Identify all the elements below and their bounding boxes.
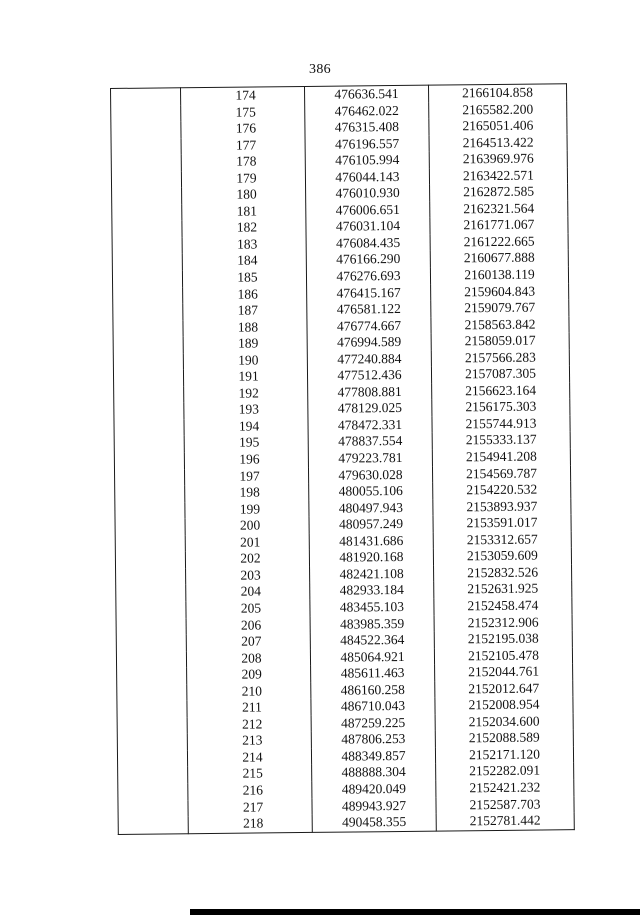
y-coordinate-cell: 2152044.761 [435, 663, 573, 681]
point-number-cell: 180 [182, 186, 306, 204]
point-number-cell: 197 [184, 468, 308, 486]
point-number-cell: 207 [186, 633, 310, 651]
x-coordinate-cell: 478837.554 [308, 433, 432, 451]
coordinates-table [110, 83, 575, 834]
point-number-cell: 182 [182, 219, 306, 237]
point-number-cell: 181 [182, 203, 306, 221]
y-coordinate-cell: 2152312.906 [434, 614, 572, 632]
blank-cell [116, 585, 186, 602]
point-number-cell: 183 [182, 236, 306, 254]
y-coordinate-cell: 2157087.305 [431, 366, 569, 384]
point-number-cell: 201 [185, 534, 309, 552]
y-coordinate-cell: 2164513.422 [429, 134, 567, 152]
point-number-cell: 191 [183, 368, 307, 386]
x-coordinate-cell: 478129.025 [308, 400, 432, 418]
point-number-cell: 188 [183, 319, 307, 337]
point-number-cell: 200 [185, 517, 309, 535]
point-number-cell: 204 [186, 583, 310, 601]
blank-cell [113, 303, 183, 320]
blank-cell [112, 254, 182, 271]
x-coordinate-cell: 488349.857 [311, 748, 435, 766]
y-coordinate-cell: 2152195.038 [434, 630, 572, 648]
y-coordinate-cell: 2160677.888 [430, 250, 568, 268]
y-coordinate-cell: 2152587.703 [436, 796, 574, 814]
y-coordinate-cell: 2163969.976 [429, 150, 567, 168]
blank-cell [118, 767, 188, 784]
point-number-cell: 206 [186, 616, 310, 634]
x-coordinate-cell: 476636.541 [304, 85, 428, 103]
blank-cell [117, 684, 187, 701]
y-coordinate-cell: 2152282.091 [436, 763, 574, 781]
blank-cell [116, 618, 186, 635]
blank-cell [114, 386, 184, 403]
point-number-cell: 210 [187, 683, 311, 701]
point-number-cell: 217 [188, 798, 312, 816]
blank-cell [115, 502, 185, 519]
point-number-cell: 198 [185, 484, 309, 502]
point-number-cell: 175 [181, 104, 305, 122]
table-row [118, 812, 574, 834]
x-coordinate-cell: 480497.943 [309, 499, 433, 517]
point-number-cell: 209 [187, 666, 311, 684]
y-coordinate-cell: 2153059.609 [433, 548, 571, 566]
y-coordinate-cell: 2152781.442 [436, 812, 574, 830]
point-number-cell: 189 [183, 335, 307, 353]
x-coordinate-cell: 476581.122 [307, 301, 431, 319]
y-coordinate-cell: 2154941.208 [432, 448, 570, 466]
blank-cell [114, 403, 184, 420]
point-number-cell: 190 [183, 352, 307, 370]
blank-cell [113, 320, 183, 337]
blank-cell [111, 138, 181, 155]
y-coordinate-cell: 2161771.067 [430, 217, 568, 235]
x-coordinate-cell: 483985.359 [310, 615, 434, 633]
blank-cell [113, 287, 183, 304]
point-number-cell: 202 [185, 550, 309, 568]
y-coordinate-cell: 2152088.589 [435, 730, 573, 748]
x-coordinate-cell: 489420.049 [312, 781, 436, 799]
y-coordinate-cell: 2152105.478 [434, 647, 572, 665]
point-number-cell: 178 [181, 153, 305, 171]
blank-cell [111, 105, 181, 122]
blank-cell [118, 783, 188, 800]
point-number-cell: 205 [186, 600, 310, 618]
point-number-cell: 199 [185, 501, 309, 519]
blank-cell [111, 88, 181, 106]
x-coordinate-cell: 486160.258 [311, 681, 435, 699]
blank-cell [116, 568, 186, 585]
y-coordinate-cell: 2154569.787 [432, 465, 570, 483]
x-coordinate-cell: 476084.435 [306, 235, 430, 253]
x-coordinate-cell: 477240.884 [307, 350, 431, 368]
y-coordinate-cell: 2156175.303 [432, 399, 570, 417]
point-number-cell: 192 [184, 385, 308, 403]
x-coordinate-cell: 476774.667 [307, 317, 431, 335]
blank-cell [112, 221, 182, 238]
x-coordinate-cell: 476462.022 [305, 102, 429, 120]
y-coordinate-cell: 2160138.119 [430, 266, 568, 284]
point-number-cell: 216 [188, 782, 312, 800]
blank-cell [117, 700, 187, 717]
x-coordinate-cell: 476044.143 [305, 168, 429, 186]
y-coordinate-cell: 2153312.657 [433, 531, 571, 549]
blank-cell [112, 188, 182, 205]
x-coordinate-cell: 476166.290 [306, 251, 430, 269]
x-coordinate-cell: 476105.994 [305, 152, 429, 170]
x-coordinate-cell: 476196.557 [305, 135, 429, 153]
x-coordinate-cell: 480957.249 [309, 516, 433, 534]
point-number-cell: 195 [184, 434, 308, 452]
y-coordinate-cell: 2152421.232 [436, 779, 574, 797]
y-coordinate-cell: 2165582.200 [429, 101, 567, 119]
x-coordinate-cell: 482421.108 [310, 565, 434, 583]
point-number-cell: 176 [181, 120, 305, 138]
blank-cell [112, 270, 182, 287]
y-coordinate-cell: 2157566.283 [431, 349, 569, 367]
y-coordinate-cell: 2153893.937 [433, 498, 571, 516]
y-coordinate-cell: 2166104.858 [428, 84, 566, 102]
point-number-cell: 174 [181, 86, 305, 104]
blank-cell [111, 121, 181, 138]
x-coordinate-cell: 484522.364 [310, 632, 434, 650]
x-coordinate-cell: 490458.355 [312, 814, 436, 832]
y-coordinate-cell: 2152832.526 [434, 564, 572, 582]
x-coordinate-cell: 476315.408 [305, 119, 429, 137]
blank-cell [117, 717, 187, 734]
point-number-cell: 194 [184, 418, 308, 436]
blank-cell [115, 535, 185, 552]
blank-cell [115, 485, 185, 502]
y-coordinate-cell: 2155744.913 [432, 415, 570, 433]
point-number-cell: 215 [188, 765, 312, 783]
x-coordinate-cell: 481431.686 [309, 532, 433, 550]
x-coordinate-cell: 485064.921 [310, 648, 434, 666]
point-number-cell: 208 [186, 650, 310, 668]
x-coordinate-cell: 476010.930 [306, 185, 430, 203]
point-number-cell: 186 [183, 286, 307, 304]
x-coordinate-cell: 477512.436 [307, 367, 431, 385]
y-coordinate-cell: 2162321.564 [430, 200, 568, 218]
point-number-cell: 213 [187, 732, 311, 750]
y-coordinate-cell: 2152171.120 [435, 746, 573, 764]
y-coordinate-cell: 2156623.164 [432, 382, 570, 400]
blank-cell [116, 651, 186, 668]
blank-cell [112, 204, 182, 221]
blank-cell [116, 634, 186, 651]
x-coordinate-cell: 483455.103 [310, 599, 434, 617]
blank-cell [115, 518, 185, 535]
blank-cell [118, 800, 188, 817]
x-coordinate-cell: 488888.304 [312, 764, 436, 782]
y-coordinate-cell: 2158059.017 [431, 332, 569, 350]
x-coordinate-cell: 485611.463 [311, 665, 435, 683]
y-coordinate-cell: 2152012.647 [435, 680, 573, 698]
y-coordinate-cell: 2152631.925 [434, 581, 572, 599]
x-coordinate-cell: 481920.168 [309, 549, 433, 567]
x-coordinate-cell: 487806.253 [311, 731, 435, 749]
point-number-cell: 211 [187, 699, 311, 717]
y-coordinate-cell: 2152034.600 [435, 713, 573, 731]
x-coordinate-cell: 482933.184 [310, 582, 434, 600]
point-number-cell: 179 [181, 170, 305, 188]
scan-edge-shadow [190, 909, 640, 915]
coordinates-table-body [111, 84, 575, 834]
x-coordinate-cell: 477808.881 [308, 383, 432, 401]
point-number-cell: 196 [184, 451, 308, 469]
blank-cell [114, 452, 184, 469]
x-coordinate-cell: 479223.781 [308, 450, 432, 468]
y-coordinate-cell: 2155333.137 [432, 432, 570, 450]
x-coordinate-cell: 476415.167 [307, 284, 431, 302]
blank-cell [111, 154, 181, 171]
y-coordinate-cell: 2152458.474 [434, 597, 572, 615]
blank-cell [117, 750, 187, 767]
x-coordinate-cell: 476994.589 [307, 334, 431, 352]
page-number: 386 [309, 62, 331, 77]
point-number-cell: 193 [184, 401, 308, 419]
blank-cell [114, 436, 184, 453]
blank-cell [113, 353, 183, 370]
point-number-cell: 185 [182, 269, 306, 287]
point-number-cell: 203 [186, 567, 310, 585]
y-coordinate-cell: 2158563.842 [431, 316, 569, 334]
x-coordinate-cell: 476006.651 [306, 201, 430, 219]
blank-cell [113, 370, 183, 387]
y-coordinate-cell: 2152008.954 [435, 696, 573, 714]
y-coordinate-cell: 2165051.406 [429, 117, 567, 135]
y-coordinate-cell: 2159604.843 [431, 283, 569, 301]
x-coordinate-cell: 489943.927 [312, 797, 436, 815]
y-coordinate-cell: 2163422.571 [429, 167, 567, 185]
x-coordinate-cell: 479630.028 [308, 466, 432, 484]
x-coordinate-cell: 478472.331 [308, 417, 432, 435]
x-coordinate-cell: 480055.106 [309, 483, 433, 501]
blank-cell [117, 667, 187, 684]
point-number-cell: 218 [188, 815, 312, 833]
blank-cell [112, 237, 182, 254]
blank-cell [114, 419, 184, 436]
blank-cell [111, 171, 181, 188]
point-number-cell: 212 [187, 716, 311, 734]
x-coordinate-cell: 476276.693 [306, 268, 430, 286]
point-number-cell: 177 [181, 137, 305, 155]
point-number-cell: 184 [182, 252, 306, 270]
x-coordinate-cell: 486710.043 [311, 698, 435, 716]
blank-cell [116, 601, 186, 618]
blank-cell [117, 734, 187, 751]
blank-cell [115, 552, 185, 569]
x-coordinate-cell: 476031.104 [306, 218, 430, 236]
y-coordinate-cell: 2153591.017 [433, 514, 571, 532]
y-coordinate-cell: 2154220.532 [433, 481, 571, 499]
blank-cell [114, 469, 184, 486]
y-coordinate-cell: 2161222.665 [430, 233, 568, 251]
point-number-cell: 187 [183, 302, 307, 320]
y-coordinate-cell: 2159079.767 [431, 299, 569, 317]
blank-cell [113, 336, 183, 353]
x-coordinate-cell: 487259.225 [311, 714, 435, 732]
blank-cell [118, 816, 188, 834]
y-coordinate-cell: 2162872.585 [430, 183, 568, 201]
point-number-cell: 214 [187, 749, 311, 767]
